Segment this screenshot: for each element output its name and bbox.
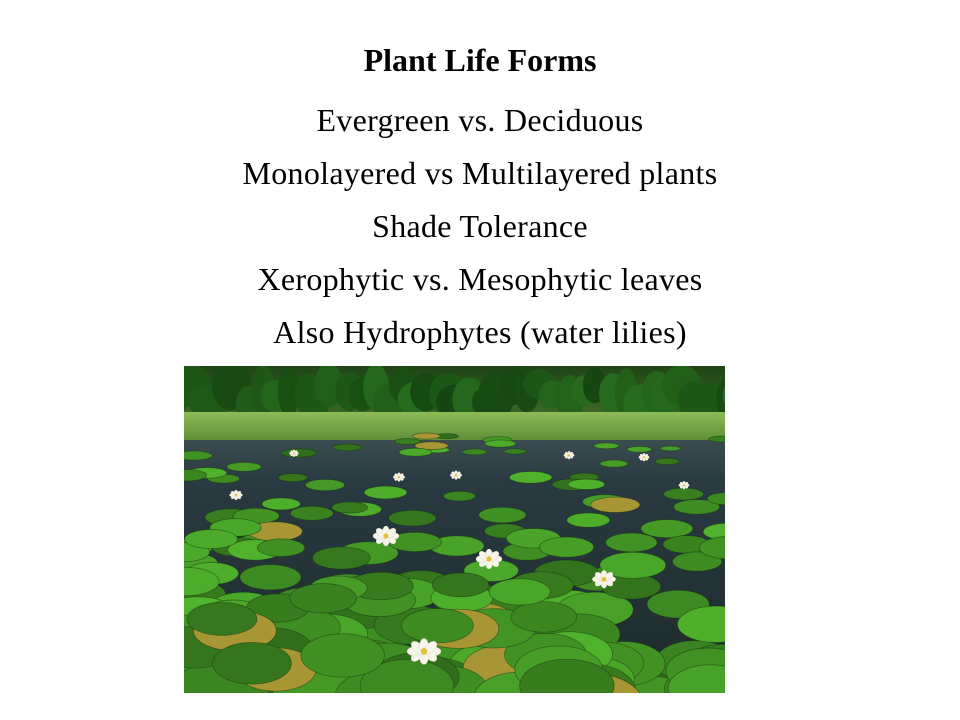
lily-pad (432, 573, 489, 597)
lily-pad (290, 584, 357, 613)
lily-pad (412, 433, 440, 439)
water-lily-flower (393, 473, 405, 482)
slide-title: Plant Life Forms (363, 42, 597, 78)
lily-pad (240, 565, 301, 590)
lily-pad (185, 530, 238, 549)
water-lily-flower (476, 549, 502, 569)
lily-pad (567, 513, 610, 527)
water-lily-flower (592, 570, 615, 588)
lily-pad (594, 443, 619, 449)
bullet-hydrophytes: Also Hydrophytes (water lilies) (273, 314, 687, 350)
lily-pad (301, 634, 385, 677)
lily-pad (462, 449, 487, 455)
lily-pad (489, 579, 550, 605)
water-lily-photo (184, 366, 725, 693)
lily-pad (509, 471, 552, 483)
lily-pad (364, 486, 407, 499)
lily-pad (709, 436, 725, 442)
lily-pad (591, 497, 640, 512)
lily-pad (568, 479, 605, 489)
lily-pad (278, 474, 307, 482)
lily-pad (641, 520, 693, 538)
lily-pad (479, 507, 526, 523)
lily-pad (187, 603, 257, 636)
lily-pad (312, 547, 370, 569)
lily-pad (539, 537, 593, 557)
lily-pad (627, 446, 651, 452)
lily-pad (333, 444, 362, 451)
water-lily-flower (639, 453, 649, 461)
lily-pad (290, 506, 333, 520)
lily-pad (444, 491, 476, 501)
lily-pad (213, 642, 292, 684)
lily-pad (401, 608, 473, 642)
water-lily-flower (230, 490, 243, 500)
lily-pad (660, 446, 680, 451)
lily-pad (655, 458, 680, 464)
lily-pad (606, 533, 658, 552)
lily-pad (281, 449, 316, 458)
water-lily-flower (450, 471, 462, 480)
water-lily-flower (564, 451, 574, 459)
bullet-shade: Shade Tolerance (372, 208, 588, 244)
lily-pad (399, 448, 432, 456)
pond-illustration (184, 366, 725, 693)
lily-pad (504, 449, 526, 454)
bullet-layers: Monolayered vs Multilayered plants (242, 155, 718, 191)
lily-pad (511, 602, 577, 633)
water-lily-flower (373, 526, 399, 546)
slide-text (0, 40, 960, 359)
lily-pad (600, 460, 628, 467)
bullet-leaves: Xerophytic vs. Mesophytic leaves (257, 261, 703, 297)
water-lily-flower (289, 450, 298, 457)
water-lily-flower (407, 638, 441, 664)
water-lily-flower (679, 481, 689, 489)
lily-pad (227, 462, 261, 471)
lily-pad (184, 451, 212, 460)
lily-pad (305, 479, 344, 490)
lily-pad (389, 510, 436, 526)
lily-pad (257, 539, 304, 557)
lily-pad (664, 488, 704, 500)
lily-pad (332, 502, 368, 513)
lily-pad (485, 440, 516, 447)
lily-pad (262, 498, 300, 510)
bullet-evergreen: Evergreen vs. Deciduous (316, 102, 644, 138)
